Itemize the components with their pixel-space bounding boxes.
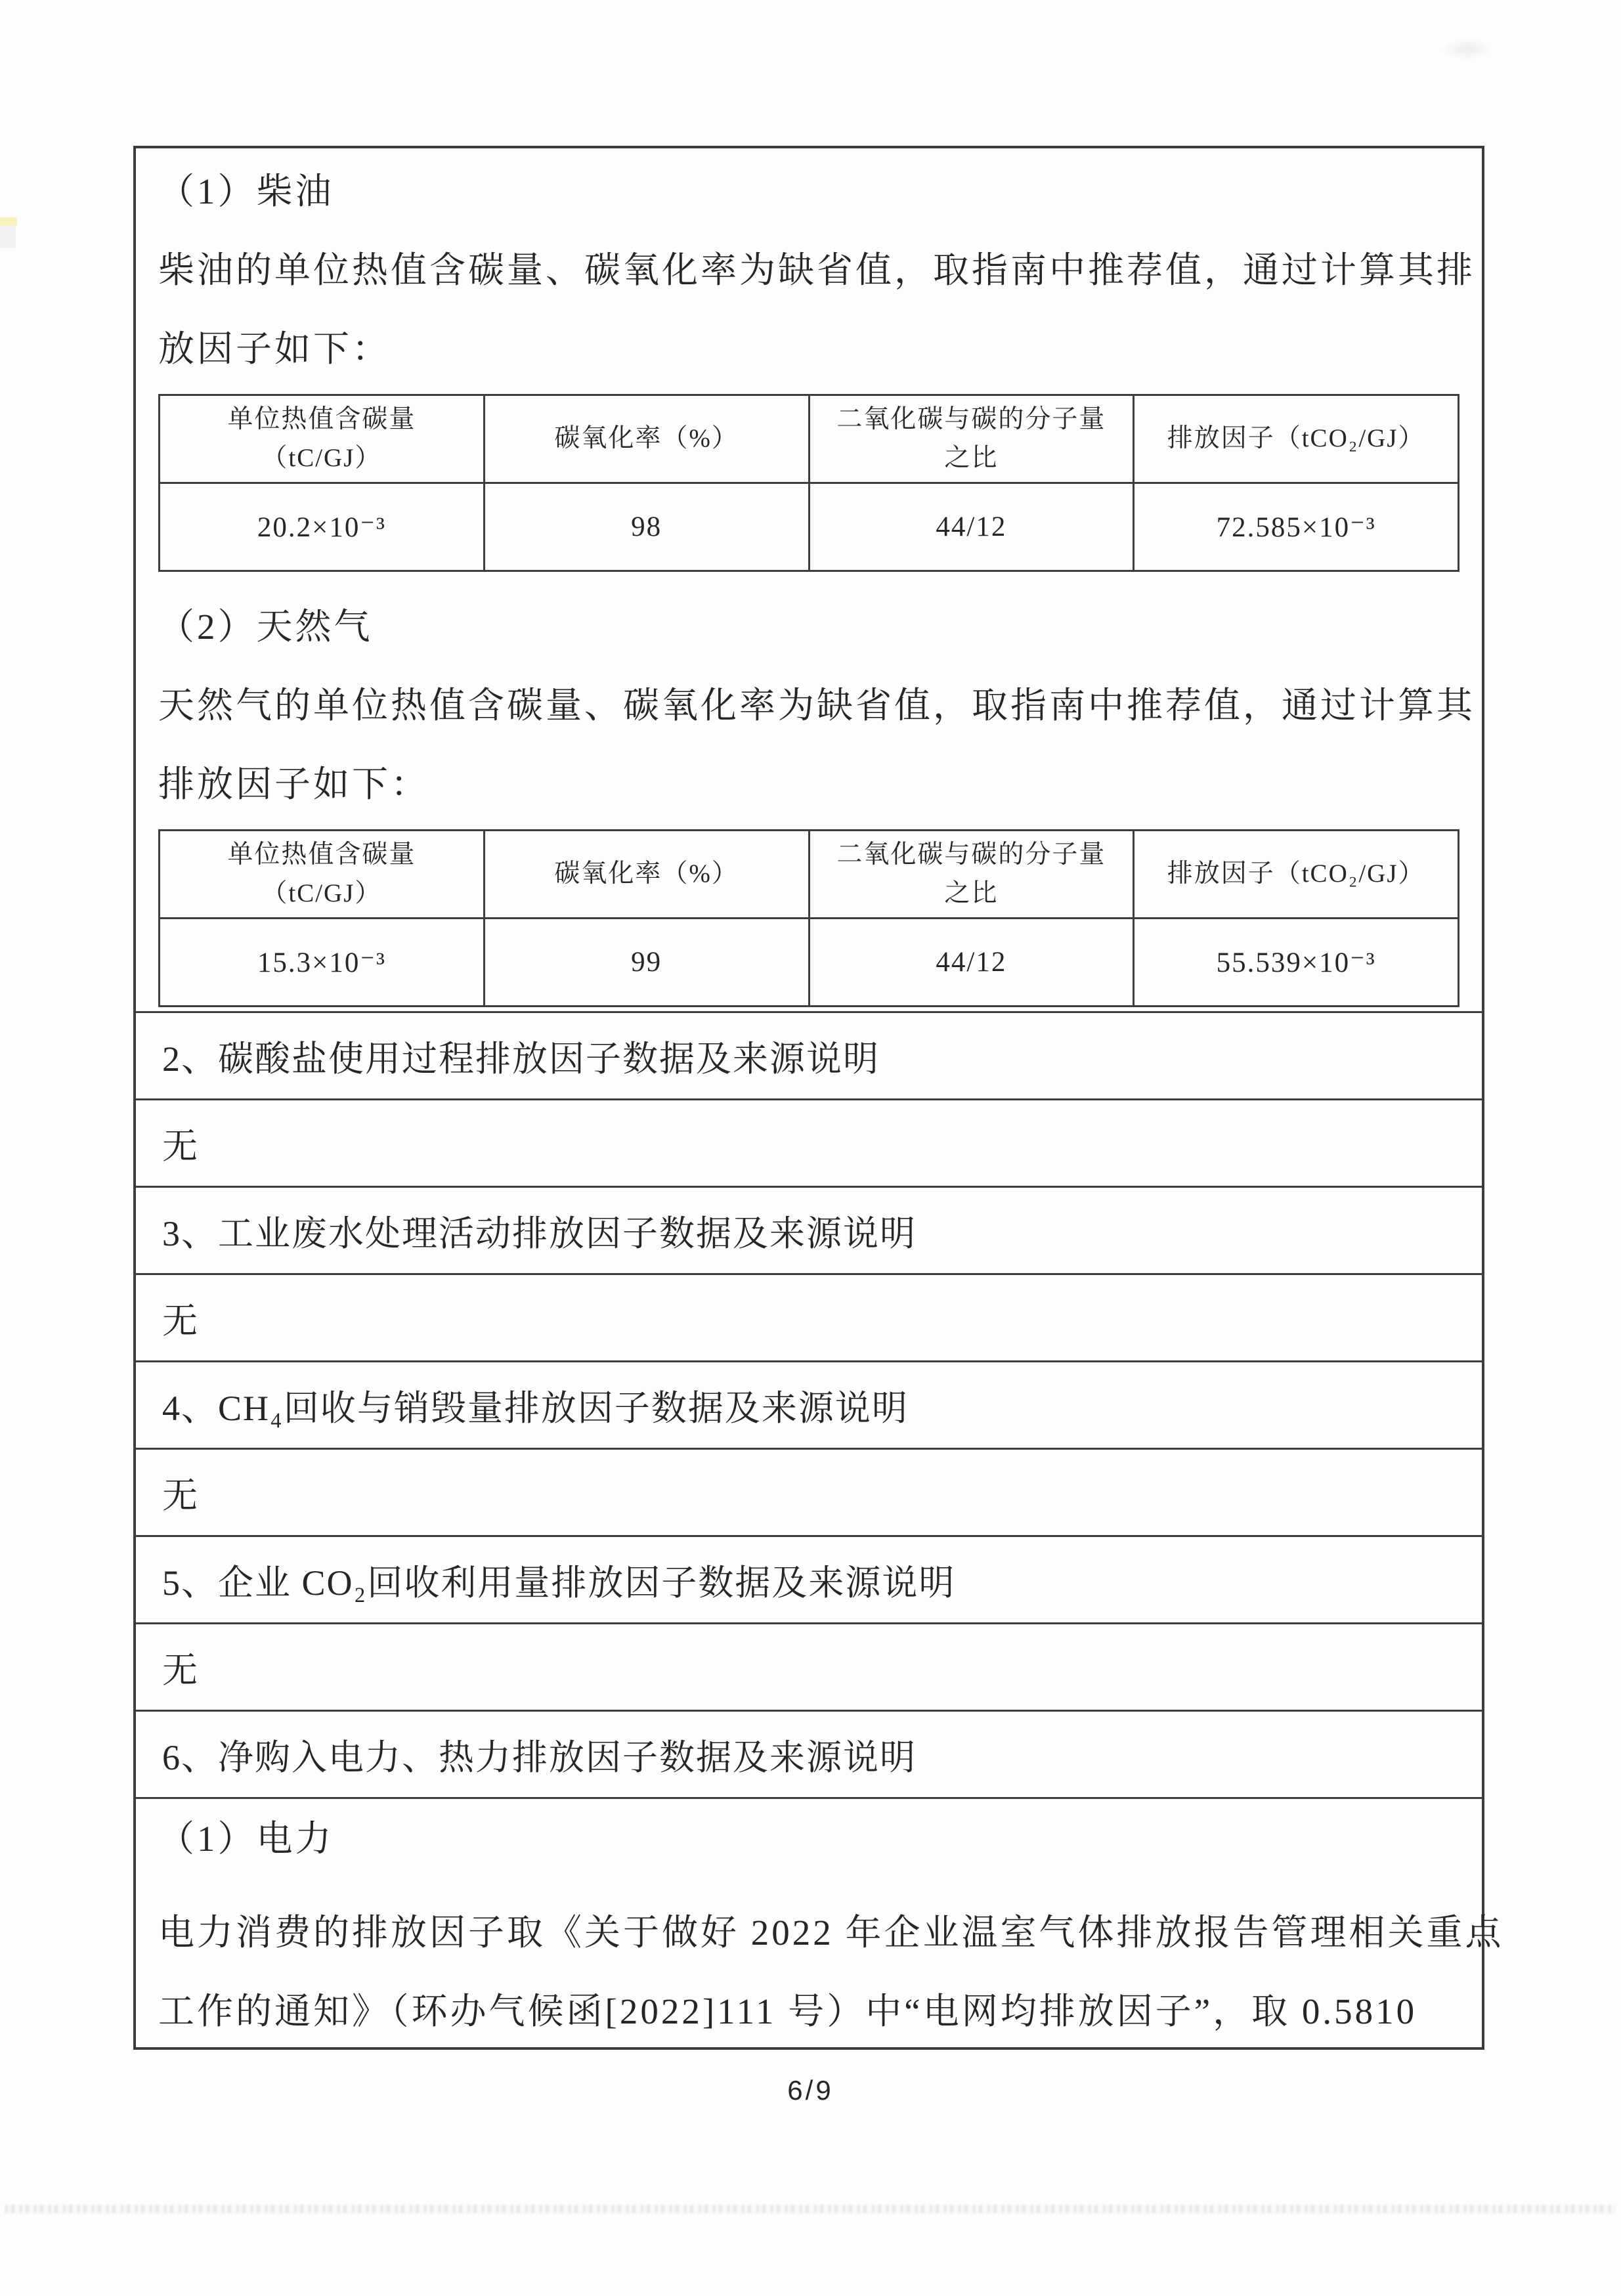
gas-emission-factor-value: 55.539×10⁻³ [1134,919,1459,1007]
header-carbon-per-heat-line2: （tC/GJ） [261,878,382,907]
diesel-oxidation-rate-value: 98 [484,483,809,571]
diesel-paragraph-line1: 柴油的单位热值含碳量、碳氧化率为缺省值，取指南中推荐值，通过计算其排 [158,249,1476,290]
fuel-factors-cell [136,148,1482,1011]
scan-artifact-top-right [1441,38,1494,60]
gas-factor-table-value-row [160,919,1459,1007]
electricity-paragraph-line1: 电力消费的排放因子取《关于做好 2022 年企业温室气体排放报告管理相关重点 [158,1912,1504,1953]
scan-artifact-gray-smudge [0,226,16,248]
header-oxidation-rate: 碳氧化率（%） [484,395,809,483]
gas-molecular-ratio-value: 44/12 [809,919,1134,1007]
diesel-factor-table [158,394,1459,572]
header-molecular-ratio [809,395,1134,483]
header-carbon-per-heat [160,395,485,483]
gas-factor-table-header-row [160,831,1459,919]
section-5-co2-recycling-heading: 5、企业 CO₂回收利用量排放因子数据及来源说明 [136,1535,1482,1622]
diesel-subsection-title: （1）柴油 [158,171,334,211]
section-3-wastewater-heading: 3、工业废水处理活动排放因子数据及来源说明 [136,1186,1482,1273]
electricity-cell [136,1797,1504,2047]
scan-artifact-yellow-mark [0,217,17,226]
section-4-value-none: 无 [136,1448,1482,1535]
section-5-value-none: 无 [136,1622,1482,1710]
header-molecular-ratio [809,831,1134,919]
electricity-paragraph-line2: 工作的通知》（环办气候函[2022]111 号）中“电网均排放因子”，取 0.5810 [158,1991,1417,2031]
gas-paragraph-line1: 天然气的单位热值含碳量、碳氧化率为缺省值，取指南中推荐值，通过计算其 [158,685,1476,726]
electricity-subsection-title: （1）电力 [158,1818,334,1859]
diesel-paragraph-line2: 放因子如下： [158,328,391,369]
gas-subsection-title: （2）天然气 [158,606,373,647]
header-oxidation-rate: 碳氧化率（%） [484,831,809,919]
gas-paragraph-line2: 排放因子如下： [158,764,430,804]
section-2-value-none: 无 [136,1098,1482,1186]
header-carbon-per-heat-line1: 单位热值含碳量 [227,405,416,433]
section-4-ch4-recovery-heading: 4、CH₄回收与销毁量排放因子数据及来源说明 [136,1360,1482,1448]
diesel-factor-table-value-row [160,483,1459,571]
scan-bleedthrough-artifact [5,2205,1615,2213]
header-molecular-ratio-line2: 之比 [944,878,999,907]
header-molecular-ratio-line1: 二氧化碳与碳的分子量 [836,840,1106,869]
page-number: 6/9 [787,2075,834,2106]
diesel-molecular-ratio-value: 44/12 [809,483,1134,571]
diesel-carbon-per-heat-value: 20.2×10⁻³ [160,483,485,571]
gas-carbon-per-heat-value: 15.3×10⁻³ [160,919,485,1007]
diesel-factor-table-header-row [160,395,1459,483]
diesel-emission-factor-value: 72.585×10⁻³ [1134,483,1459,571]
header-molecular-ratio-line2: 之比 [944,443,999,472]
header-carbon-per-heat-line2: （tC/GJ） [261,443,382,472]
gas-factor-table [158,829,1459,1007]
header-molecular-ratio-line1: 二氧化碳与碳的分子量 [836,405,1106,433]
section-2-carbonate-heading: 2、碳酸盐使用过程排放因子数据及来源说明 [136,1011,1482,1098]
header-carbon-per-heat [160,831,485,919]
section-6-electricity-heat-heading: 6、净购入电力、热力排放因子数据及来源说明 [136,1710,1482,1797]
emission-factor-report-table [133,146,1504,2050]
header-emission-factor: 排放因子（tCO₂/GJ） [1134,831,1459,919]
gas-oxidation-rate-value: 99 [484,919,809,1007]
header-carbon-per-heat-line1: 单位热值含碳量 [227,840,416,869]
header-emission-factor: 排放因子（tCO₂/GJ） [1134,395,1459,483]
section-3-value-none: 无 [136,1273,1482,1360]
